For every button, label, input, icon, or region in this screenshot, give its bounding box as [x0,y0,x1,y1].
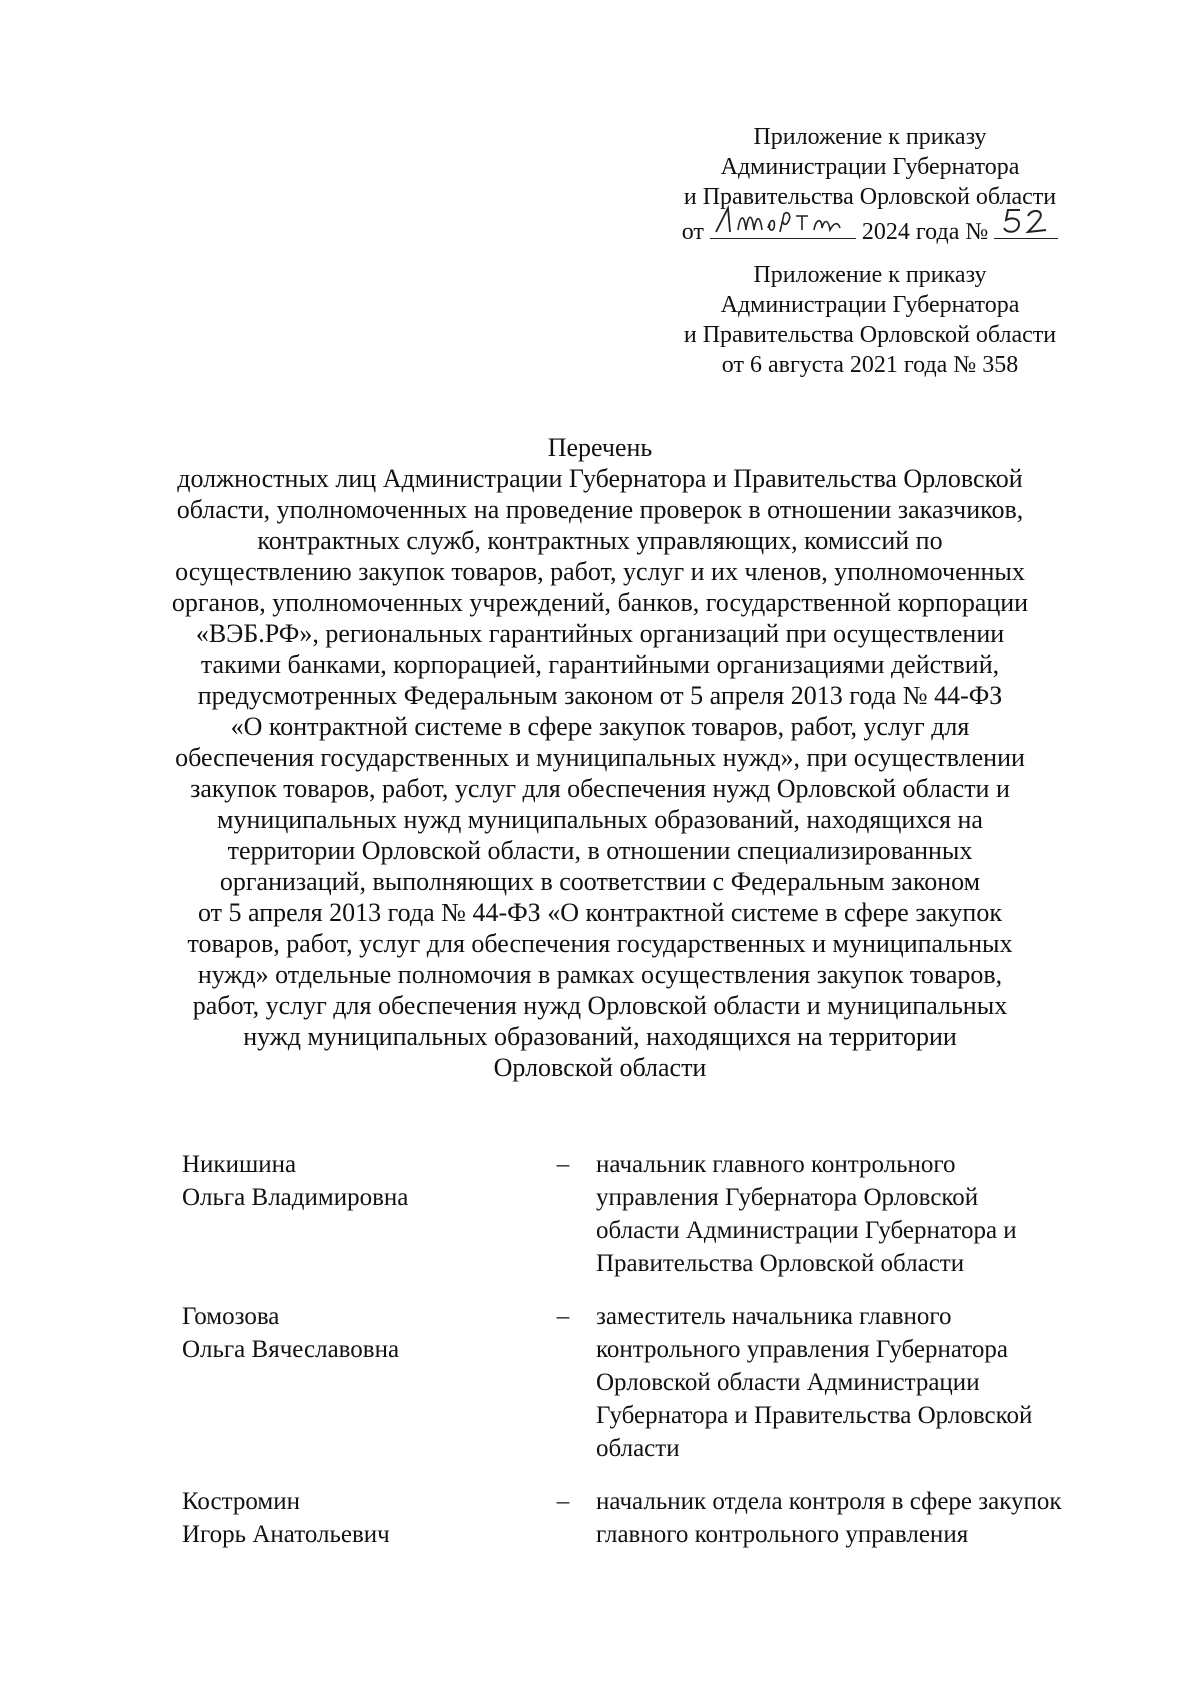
appendix-line: Приложение к приказу [753,262,987,288]
official-position [596,1300,1076,1465]
title-line: закупок товаров, работ, услуг для обеспечения нужд Орловской области и [190,774,1010,803]
appendix-line: и Правительства Орловской области [683,184,1057,210]
year-text: 2024 года № [861,219,989,245]
appendix-line: и Правительства Орловской области [683,322,1057,348]
appendix-header-current [640,122,1100,247]
position-line: начальник главного контрольного [596,1151,956,1178]
title-line: такими банками, корпорацией, гарантийными организациями действий, [200,650,1000,679]
official-name [182,1485,522,1551]
title-line: нужд» отдельные полномочия в рамках осуществления закупок товаров, [197,960,1003,989]
list-title [120,432,1080,1083]
official-name [182,1300,522,1366]
date-prefix: от [681,219,704,245]
entry-dash: – [556,1303,570,1330]
title-line: области, уполномоченных на проведение проверок в отношении заказчиков, [176,495,1024,524]
title-line: «О контрактной системе в сфере закупок товаров, работ, услуг для [230,712,970,741]
official-position [596,1485,1076,1551]
official-surname: Никишина [182,1151,297,1178]
appendix-line: от 6 августа 2021 года № 358 [721,352,1019,378]
official-given-names: Игорь Анатольевич [182,1521,390,1548]
official-surname: Костромин [182,1488,300,1515]
title-line: муниципальных нужд муниципальных образований, находящихся на [217,805,983,834]
appendix-date-line [640,212,1100,247]
official-surname: Гомозова [182,1303,280,1330]
title-line: от 5 апреля 2013 года № 44-ФЗ «О контрактной системе в сфере закупок [198,898,1002,927]
title-line: нужд муниципальных образований, находящихся на территории [243,1022,957,1051]
title-line: работ, услуг для обеспечения нужд Орловской области и муниципальных [192,991,1008,1020]
position-line: контрольного управления Губернатора [596,1336,1008,1363]
title-line: контрактных служб, контрактных управляющих, комиссий по [257,526,943,555]
title-line: органов, уполномоченных учреждений, банков, государственной корпорации [171,588,1029,617]
title-line: товаров, работ, услуг для обеспечения государственных и муниципальных [187,929,1013,958]
official-given-names: Ольга Вячеславовна [182,1336,400,1363]
title-line: «ВЭБ.РФ», региональных гарантийных организаций при осуществлении [195,619,1005,648]
official-position [596,1148,1076,1280]
appendix-line: Приложение к приказу [753,124,987,150]
official-name [182,1148,522,1214]
entry-dash: – [556,1488,570,1515]
position-line: главного контрольного управления [596,1521,969,1548]
title-line: территории Орловской области, в отношении специализированных [227,836,973,865]
position-line: области Администрации Губернатора и [596,1217,1017,1244]
position-line: Правительства Орловской области [596,1250,965,1277]
position-line: начальник отдела контроля в сфере закупок [596,1488,1062,1515]
title-line: Орловской области [493,1053,707,1082]
appendix-header-original [640,260,1100,380]
handwritten-number [994,212,1058,239]
handwritten-date [710,212,856,239]
position-line: управления Губернатора Орловской [596,1184,979,1211]
official-given-names: Ольга Владимировна [182,1184,409,1211]
title-line: предусмотренных Федеральным законом от 5 апреля 2013 года № 44-ФЗ [197,681,1003,710]
position-line: области [596,1435,680,1462]
handwritten-number-signature [994,202,1058,242]
list-heading: Перечень [547,433,653,462]
position-line: Орловской области Администрации [596,1369,980,1396]
title-line: должностных лиц Администрации Губернатора и Правительства Орловской [177,464,1023,493]
entry-dash: – [556,1151,570,1178]
position-line: Губернатора и Правительства Орловской [596,1402,1033,1429]
title-line: организаций, выполняющих в соответствии с Федеральным законом [219,867,981,896]
appendix-line: Администрации Губернатора [720,154,1020,180]
handwritten-date-signature [710,202,856,242]
title-line: осуществлению закупок товаров, работ, услуг и их членов, уполномоченных [175,557,1025,586]
title-line: обеспечения государственных и муниципальных нужд», при осуществлении [175,743,1025,772]
appendix-line: Администрации Губернатора [720,292,1020,318]
position-line: заместитель начальника главного [596,1303,952,1330]
